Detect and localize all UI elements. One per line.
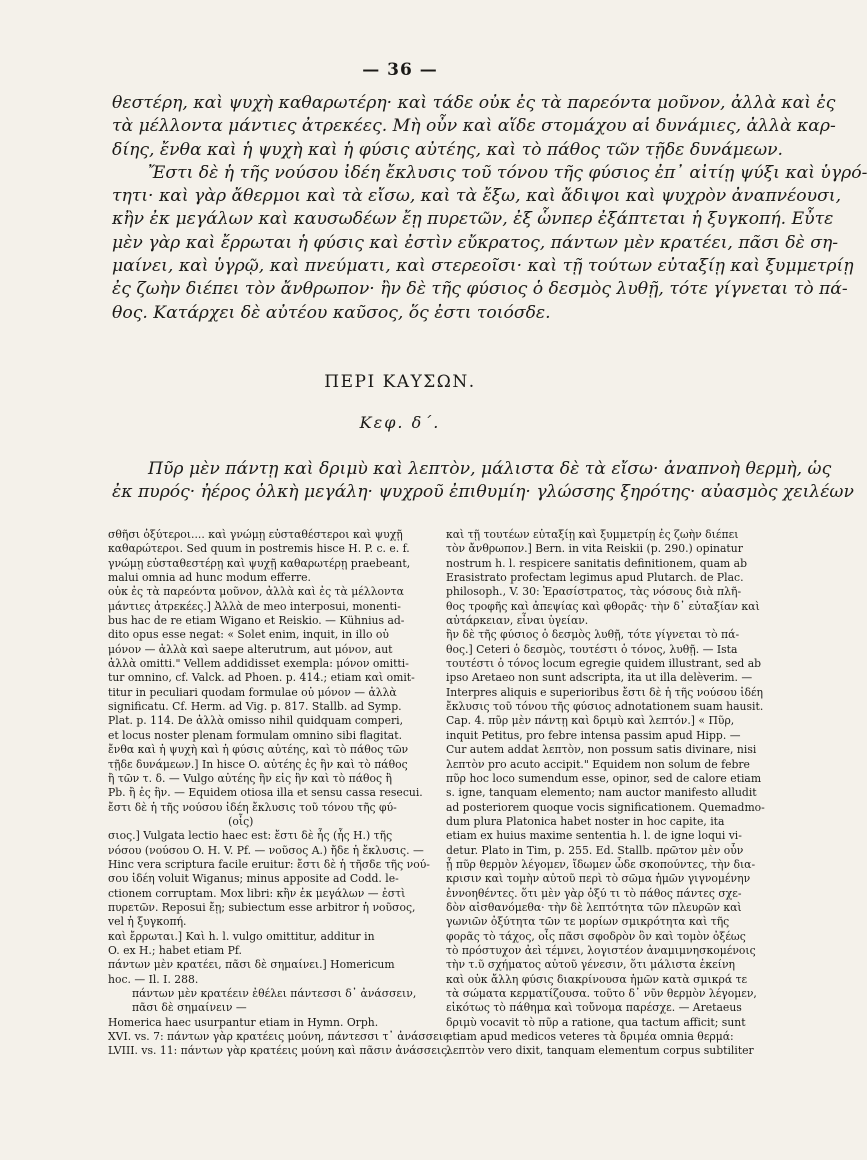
note-line: ctionem corruptam. Mox libri: κἢν ἐκ μεγάλων — ἐστὶ — [108, 886, 406, 900]
note-line: πάντων μὲν κρατέειν ἐθέλει πάντεσσι δ᾽ ἀνάσσειν, — [132, 987, 417, 1000]
note-line: ἔνθα καὶ ἡ ψυχὴ καὶ ἡ φύσις αὐτέης, καὶ τὸ πάθος τῶν — [108, 743, 409, 757]
note-line: titur in peculiari quodam formulae οὐ μόνον — ἀλλὰ — [108, 685, 397, 699]
note-line: πάντων μὲν κρατέει, πᾶσι δὲ σημαίνει.] Homericum — [108, 958, 395, 972]
note-line: τὸν ἄνθρωπον.] Bern. in vita Reiskii (p. 290.) opinatur — [446, 542, 743, 556]
note-line: etiam apud medicos veteres τὰ δριμέα omnia θερμά: — [446, 1030, 734, 1044]
note-line: καθαρώτεροι. Sed quum in postremis hisce H. P. c. e. f. — [108, 542, 410, 556]
note-line: οὐκ ἐς τὰ παρεόντα μοῦνον, ἀλλὰ καὶ ἐς τὰ μέλλοντα — [108, 585, 404, 599]
note-line: ἀλλὰ omitti." Vellem addidisset exempla: μόνον omitti- — [108, 657, 409, 671]
note-line: ἔστι δὲ ἡ τῆς νούσου ἰδέη ἔκλυσις τοῦ τόνου τῆς φύ- — [108, 800, 397, 814]
note-line: detur. Plato in Tim, p. 255. Ed. Stallb. πρῶτον μὲν οὖν — [446, 843, 744, 857]
note-line: Interpres aliquis e superioribus ἔστι δὲ ἡ τῆς νούσου ἰδέη — [446, 685, 764, 699]
note-line: μάντιες ἀτρεκέες.] Ἀλλὰ de meo interposui, monenti- — [108, 599, 401, 613]
notes-right-column — [446, 528, 776, 1059]
note-line: tur omnino, cf. Valck. ad Phoen. p. 414.; etiam καὶ omit- — [108, 671, 415, 685]
notes-left-column — [108, 528, 453, 1059]
note-line: vel ἡ ξυγκοπή. — [108, 915, 187, 929]
note-line: malui omnia ad hunc modum efferre. — [108, 571, 311, 585]
note-line: ἔκλυσις τοῦ τόνου τῆς φύσιος adnotationem suam hausit. — [446, 700, 764, 714]
note-line: λεπτὸν vero dixit, tanquam elementum corpus subtiliter — [446, 1044, 754, 1058]
text-line: ἐς ζωὴν διέπει τὸν ἄνθρωπον· ἢν δὲ τῆς φύσιος ὁ δεσμὸς λυθῇ, τότε γίγνεται τὸ πά- — [112, 279, 848, 300]
note-line: Pb. ἢ ἐς ἣν. — Equidem otiosa illa et sensu cassa resecui. — [108, 786, 423, 800]
main-text-2 — [112, 458, 854, 505]
note-line: τῇδε δυνάμεων.] In hisce O. αὐτέης ἐς ἣν καὶ τὸ πάθος — [108, 757, 408, 771]
note-line: et locus noster plenam formulam omnino sibi flagitat. — [108, 728, 402, 742]
text-line: μαίνει, καὶ ὑγρῷ, καὶ πνεύματι, καὶ στερεοῖσι· καὶ τῇ τούτων εὐταξίῃ καὶ ξυμμετρίῃ — [112, 256, 854, 277]
note-line: significatu. Cf. Herm. ad Vig. p. 817. Stallb. ad Symp. — [108, 700, 402, 714]
note-line: Plat. p. 114. De ἀλλὰ omisso nihil quidquam comperi, — [108, 714, 404, 728]
text-line: θεστέρη, καὶ ψυχὴ καθαρωτέρη· καὶ τάδε οὐκ ἐς τὰ παρεόντα μοῦνον, ἀλλὰ καὶ ἐς — [112, 93, 836, 113]
note-line: τὰ σώματα κερματίζουσα. τοῦτο δ᾽ νῦν θερμὸν λέγομεν, — [446, 987, 757, 1000]
note-line: τουτέστι ὁ τόνος locum egregie quidem illustrant, sed ab — [446, 657, 762, 671]
note-line: νόσου (νούσου O. H. V. Pf. — νοῦσος A.) ἤδε ἡ ἔκλυσις. — — [108, 843, 424, 857]
note-line: γωνιῶν ὀξύτητα τῶν τε μορίων σμικρότητα καὶ τῆς — [446, 915, 730, 929]
note-line: ἐννοηθέντες. ὅτι μὲν γὰρ ὀξύ τι τὸ πάθος πάντες σχε- — [446, 886, 742, 900]
note-line: XVI. vs. 7: πάντων γὰρ κρατέεις μούνη, πάντεσσι τ᾽ ἀνάσσεις. — [108, 1030, 453, 1044]
note-line: dum plura Platonica habet noster in hoc capite, ita — [446, 814, 725, 828]
note-line: τὴν τ.ῦ σχήματος αὐτοῦ γένεσιν, ὅτι μάλιστα ἐκείνη — [446, 958, 736, 972]
page-number: — 36 — — [362, 60, 438, 80]
note-line: καὶ τῇ τουτέων εὐταξίῃ καὶ ξυμμετρίῃ ἐς ζωὴν διέπει — [446, 528, 739, 541]
note-line: πῦρ hoc loco sumendum esse, opinor, sed de calore etiam — [446, 771, 762, 785]
note-line: ἢ τῶν τ. δ. — Vulgo αὐτέης ἣν εἰς ἣν καὶ τὸ πάθος ἢ — [108, 771, 393, 785]
note-line: nostrum h. l. respicere sanitatis definitionem, quam ab — [446, 556, 748, 570]
note-line: s. igne, tanquam elemento; nam auctor manifesto alludit — [446, 786, 757, 800]
note-line: hoc. — Il. I. 288. — [108, 972, 199, 986]
note-line: λεπτὸν pro acuto accipit." Equidem non solum de febre — [446, 757, 750, 771]
note-line: εἰκότως τὸ πάθημα καὶ τοὔνομα παρέσχε. — Aretaeus — [446, 1001, 742, 1015]
text-line: θος. Κατάρχει δὲ αὐτέου καῦσος, ὅς ἐστι τοιόσδε. — [112, 302, 551, 323]
note-line: δριμὺ vocavit τὸ πῦρ a ratione, qua tactum afficit; sunt — [446, 1015, 746, 1029]
note-line: γνώμῃ εὐσταθεστέρῃ καὶ ψυχῇ καθαρωτέρῃ praebeant, — [108, 556, 411, 570]
chapter-label: Κεφ. δ΄. — [359, 413, 441, 432]
text-line: τητι· καὶ γὰρ ἄθερμοι καὶ τὰ εἴσω, καὶ τὰ ἔξω, καὶ ἄδιψοι καὶ ψυχρὸν ἀναπνέουσι, — [112, 186, 842, 207]
note-line: Cur autem addat λεπτὸν, non possum satis divinare, nisi — [446, 743, 757, 757]
note-line: σθῆσι ὀξύτεροι.... καὶ γνώμῃ εὐσταθέστεροι καὶ ψυχῇ — [108, 528, 403, 541]
text-line: Πῦρ μὲν πάντῃ καὶ δριμὺ καὶ λεπτὸν, μάλιστα δὲ τὰ εἴσω· ἀναπνοὴ θερμὴ, ὡς — [148, 459, 832, 479]
note-line: μόνον — ἀλλὰ καὶ saepe alterutrum, aut μόνον, aut — [108, 642, 393, 656]
note-line: καὶ ἔρρωται.] Καὶ h. l. vulgo omittitur, additur in — [108, 929, 375, 943]
main-text — [112, 92, 867, 325]
note-line: κρισιν καὶ τομὴν αὐτοῦ περὶ τὸ σῶμα ἡμῶν γιγνομένην — [446, 872, 751, 886]
text-line: ἐκ πυρός· ἠέρος ὁλκὴ μεγάλη· ψυχροῦ ἐπιθυμίη· γλώσσης ξηρότης· αὐασμὸς χειλέων — [112, 482, 854, 503]
text-line: κἢν ἐκ μεγάλων καὶ καυσωδέων ἔῃ πυρετῶν, ἐξ ὧνπερ ἐξάπτεται ἡ ξυγκοπή. Εὖτε — [112, 209, 834, 230]
note-line: σου ἰδέη voluit Wiganus; minus apposite ad Codd. le- — [108, 872, 399, 886]
note-line: ipso Aretaeo non sunt adscripta, ita ut illa delèverim. — — [446, 671, 753, 685]
text-line: τὰ μέλλοντα μάντιες ἀτρεκέες. Μὴ οὖν καὶ αἵδε στομάχου αἱ δυνάμιες, ἀλλὰ καρ- — [112, 116, 836, 137]
note-line: (οἷς) — [108, 814, 254, 828]
note-line: ad posteriorem quoque vocis significationem. Quemadmo- — [446, 800, 765, 814]
note-line: LVIII. vs. 11: πάντων γὰρ κρατέεις μούνη καὶ πᾶσιν ἀνάσσεις. — [108, 1044, 451, 1058]
text-line: Ἔστι δὲ ἡ τῆς νούσου ἰδέη ἔκλυσις τοῦ τόνου τῆς φύσιος ἐπ᾽ αἰτίῃ ψύξι καὶ ὑγρό- — [148, 162, 867, 183]
text-line: δίης, ἔνθα καὶ ἡ ψυχὴ καὶ ἡ φύσις αὐτέης, καὶ τὸ πάθος τῶν τῇδε δυνάμεων. — [112, 139, 784, 160]
note-line: ᾗ πῦρ θερμὸν λέγομεν, ἴδωμεν ὧδε σκοπούντες, τὴν δια- — [446, 857, 756, 871]
note-line: Homerica haec usurpantur etiam in Hymn. Orph. — [108, 1015, 379, 1029]
note-line: philosoph., V. 30: Ἐρασίστρατος, τὰς νόσους διὰ πλῆ- — [446, 585, 742, 599]
note-line: inquit Petitus, pro febre intensa passim apud Hipp. — — [446, 728, 741, 742]
note-line: πυρετῶν. Reposui ἔῃ; subiectum esse arbitror ἡ νοῦσος, — [108, 900, 416, 914]
section-title: ΠΕΡΙ ΚΑΥΣΩΝ. — [324, 372, 476, 392]
note-line: Hinc vera scriptura facile eruitur: ἔστι δὲ ἡ τῆσδε τῆς νού- — [108, 857, 430, 871]
note-line: τὸ πρόστυχον ἀεὶ τέμνει, λογιστέον ἀναμιμνησκομένοις — [446, 943, 756, 957]
note-line: θος.] Ceteri ὁ δεσμὸς, τουτέστι ὁ τόνος, λυθῇ. — Ista — [446, 642, 738, 656]
note-line: δὸν αἰσθανόμεθα· τὴν δὲ λεπτότητα τῶν πλευρῶν καὶ — [446, 900, 742, 914]
note-line: ἢν δὲ τῆς φύσιος ὁ δεσμὸς λυθῇ, τότε γίγνεται τὸ πά- — [446, 628, 740, 642]
note-line: etiam ex huius maxime sententia h. l. de igne loqui vi- — [446, 829, 742, 843]
note-line: O. ex H.; habet etiam Pf. — [108, 943, 242, 957]
note-line: Cap. 4. πῦρ μὲν πάντῃ καὶ δριμὺ καὶ λεπτόν.] « Πῦρ, — [446, 714, 735, 728]
note-line: σιος.] Vulgata lectio haec est: ἔστι δὲ ἧς (ἧς H.) τῆς — [108, 829, 393, 843]
note-line: πᾶσι δὲ σημαίνειν — — [132, 1001, 247, 1015]
note-line: θος τροφῆς καὶ ἀπεψίας καὶ φθορᾶς· τὴν δ᾽ εὐταξίαν καὶ — [446, 599, 760, 613]
note-line: αὐτάρκειαν, εἶναι ὑγείαν. — [446, 614, 589, 628]
text-line: μὲν γὰρ καὶ ἔρρωται ἡ φύσις καὶ ἐστὶν εὔκρατος, πάντων μὲν κρατέει, πᾶσι δὲ ση- — [112, 232, 839, 253]
note-line: καὶ οὐκ ἄλλη φύσις διακρίνουσα ἡμῶν κατὰ σμικρά τε — [446, 972, 748, 986]
note-line: φορᾶς τὸ τάχος, οἷς πᾶσι σφοδρὸν ὂν καὶ τομὸν ὀξέως — [446, 929, 746, 943]
note-line: dito opus esse negat: « Solet enim, inquit, in illo οὐ — [108, 628, 389, 642]
note-line: Erasistrato profectam legimus apud Plutarch. de Plac. — [446, 571, 744, 585]
note-line: bus hac de re etiam Wigano et Reiskio. — Kühnius ad- — [108, 614, 405, 628]
